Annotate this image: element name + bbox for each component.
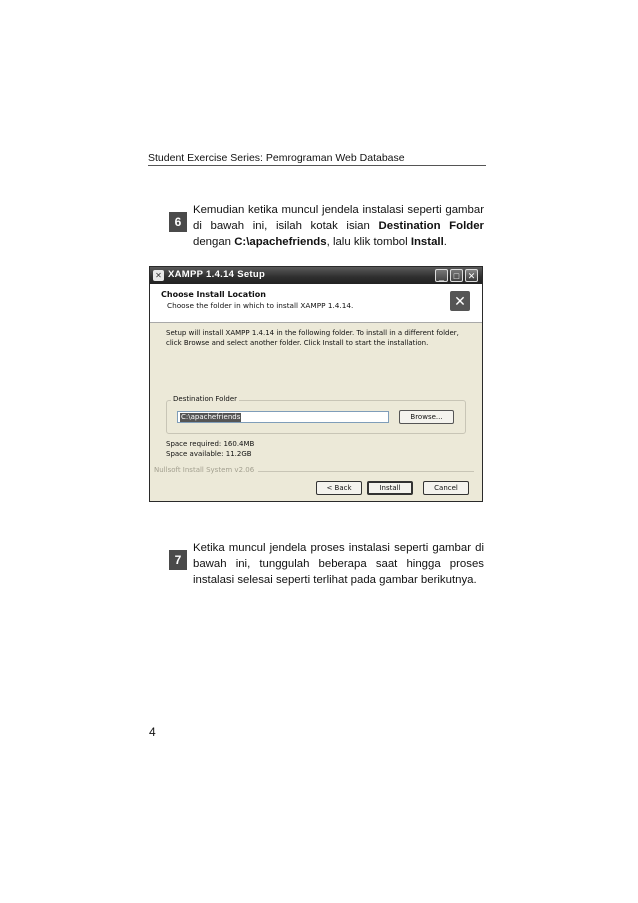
xampp-app-icon: ✕ [153,270,164,281]
dialog-description: Setup will install XAMPP 1.4.14 in the following folder. To install in a different folder, click Browse and select another folder. Click Install to start the installation. [166,329,459,347]
step-6-bold-2: C:\apachefriends [234,236,327,248]
step-6-text-2: dengan [193,236,235,248]
step-number-6: 6 [169,212,187,232]
dialog-header-panel [150,284,482,323]
step-6-bold-1: Destination Folder [378,220,484,232]
page-number: 4 [149,725,156,739]
back-button[interactable]: < Back [316,481,362,495]
maximize-button[interactable]: □ [450,269,463,282]
step-6-text-3: , lalu klik tombol [326,236,411,248]
destination-folder-label: Destination Folder [173,395,238,403]
step-6-bold-3: Install [410,236,444,248]
space-available: Space available: 11.2GB [166,450,252,458]
xampp-logo-icon: ✕ [450,291,470,311]
step-6-text-1: Kemudian ketika muncul jendela instalasi seperti gambar di bawah ini, isilah kotak isian [193,204,484,232]
install-button[interactable]: Install [367,481,413,495]
step-number-7: 7 [169,550,187,570]
dialog-heading: Choose Install Location [161,290,266,299]
setup-dialog [149,266,483,502]
browse-button[interactable]: Browse... [399,410,454,424]
step-6-text-4: . [443,236,447,248]
close-button[interactable]: ✕ [465,269,478,282]
cancel-button[interactable]: Cancel [423,481,469,495]
step-6-text [193,202,484,250]
dialog-subheading: Choose the folder in which to install XAMPP 1.4.14. [167,301,354,310]
dialog-title: XAMPP 1.4.14 Setup [168,269,266,280]
page-header: Student Exercise Series: Pemrograman Web Database [148,152,405,164]
destination-folder-group [166,395,466,434]
nsis-branding: Nullsoft Install System v2.06 [154,466,258,474]
header-rule [148,165,486,166]
minimize-button[interactable]: _ [435,269,448,282]
step-7-text: Ketika muncul jendela proses instalasi seperti gambar di bawah ini, tunggulah beberapa saat hingga proses instalasi selesai seperti terlihat pada gambar berikutnya. [193,542,484,586]
space-required: Space required: 160.4MB [166,440,255,448]
destination-folder-value: C:\apachefriends [181,413,241,421]
dialog-titlebar [150,267,482,284]
destination-folder-input[interactable] [177,411,389,423]
